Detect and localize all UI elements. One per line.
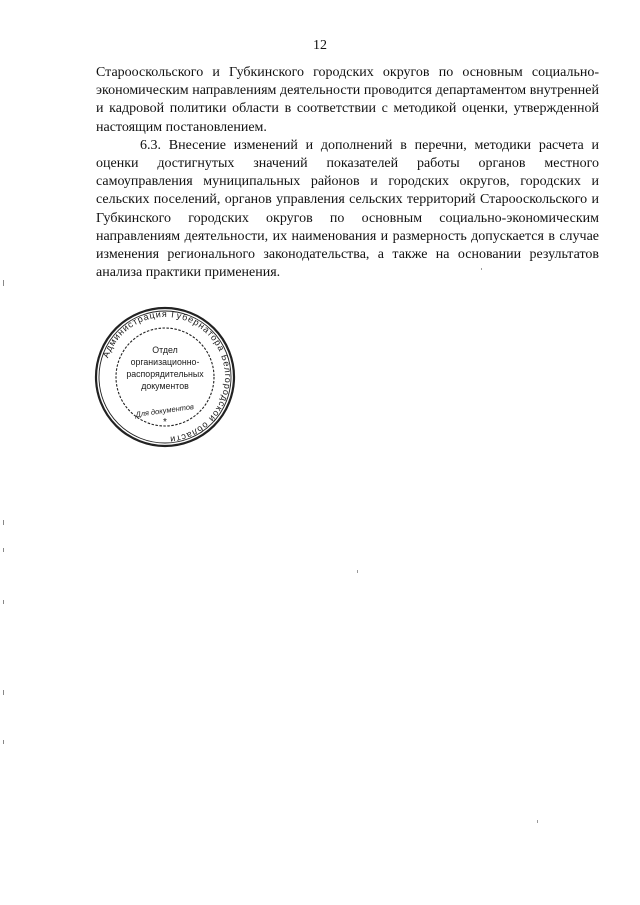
seal-line-2: организационно-: [130, 357, 200, 367]
seal-line-1: Отдел: [152, 345, 178, 355]
page-number: 12: [313, 38, 327, 53]
seal-graphic: [93, 305, 237, 449]
paragraph-continuation: Старооскольского и Губкинского городских округов по основным социально-экономическим направлениям деятельности проводится департаментом внутренней и кадровой политики области в соответствии с методикой оценки, утвержденной настоящим постановлением.: [96, 65, 599, 135]
scan-margin-mark: [3, 548, 4, 552]
scan-margin-mark: [3, 600, 4, 604]
seal-line-3: распорядительных: [126, 369, 204, 379]
seal-bottom-text: Для документов: [134, 401, 195, 420]
seal-ring-text: Администрация Губернатора Белгородской области: [100, 308, 234, 445]
scan-speck: [537, 820, 538, 823]
seal-star: *: [163, 417, 167, 428]
seal-line-4: документов: [141, 381, 189, 391]
paragraph-6-3: 6.3. Внесение изменений и дополнений в перечни, методики расчета и оценки достигнутых значений показателей работы органов местного самоуправления муниципальных районов и городских округов, городских и сельских поселений, органов управления сельских территорий Старооскольского и Губкинского городских округов по основным социально-экономическим направлениям деятельности, их наименования и размерность допускается в случае изменения регионального законодательства, а также на основании результатов анализа практики применения.: [96, 137, 599, 281]
scan-margin-mark: [3, 690, 4, 695]
scan-margin-mark: [3, 740, 4, 744]
scan-speck: [357, 570, 358, 573]
scan-speck: [481, 268, 482, 270]
scan-margin-mark: [3, 520, 4, 525]
body-text: [96, 64, 599, 282]
scan-margin-mark: [3, 280, 4, 286]
official-seal: [93, 305, 237, 449]
